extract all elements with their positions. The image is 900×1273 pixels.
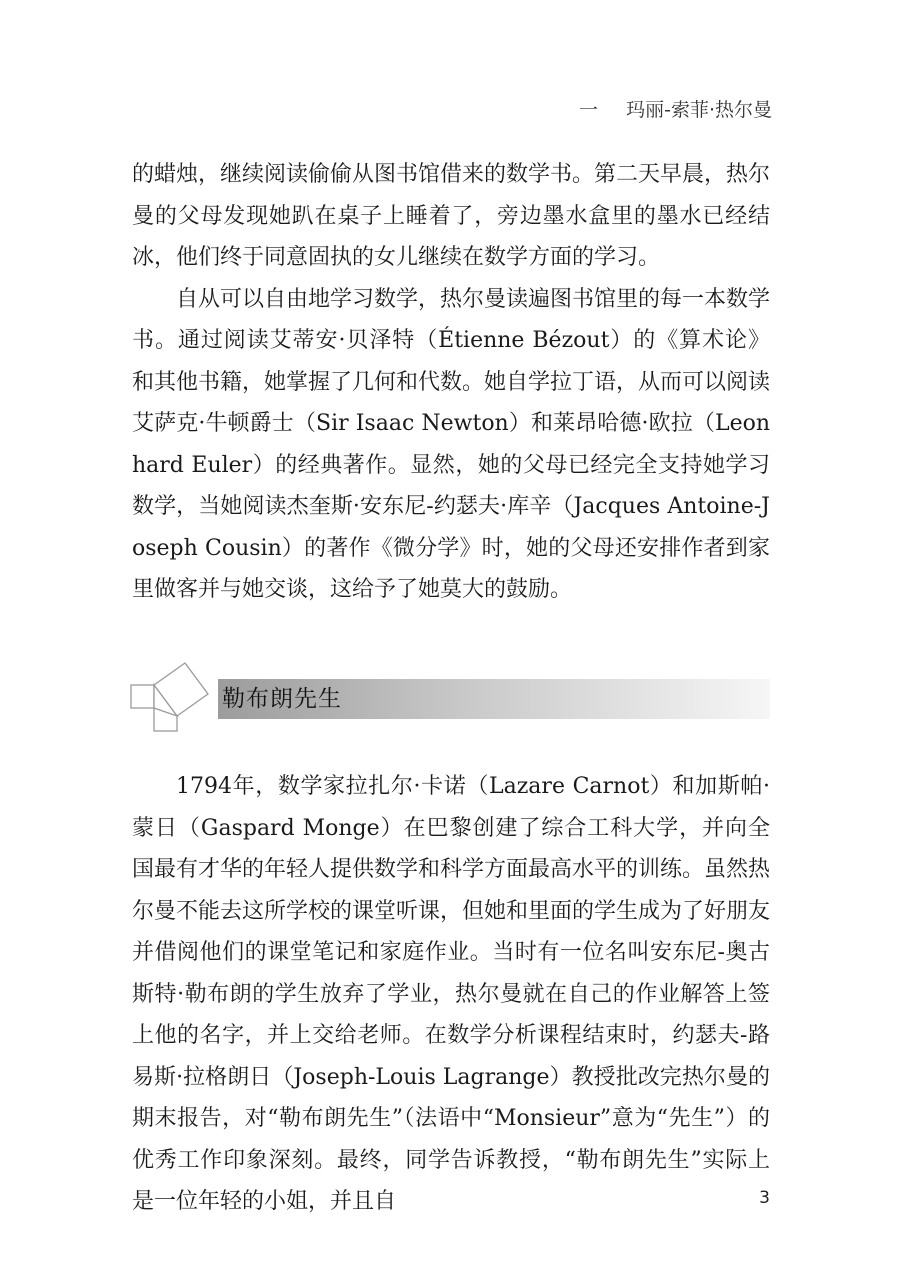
paragraph: 自从可以自由地学习数学，热尔曼读遍图书馆里的每一本数学书。通过阅读艾蒂安·贝泽特（Étienne Bézout）的《算术论》和其他书籍，她掌握了几何和代数。她自学拉丁语，从而可以阅读艾萨克·牛顿爵士（Sir Isaac Newton）和莱昂哈德·欧拉（Leonhard Euler）的经典著作。显然，她的父母已经完全支持她学习数学，当她阅读杰奎斯·安东尼-约瑟夫·库辛（Jacques Antoine-Joseph Cousin）的著作《微分学》时，她的父母还安排作者到家里做客并与她交谈，这给予了她莫大的鼓励。: [132, 286, 771, 602]
section-heading: [128, 660, 770, 740]
running-head-title: 玛丽-索菲·热尔曼: [626, 99, 772, 121]
page-number: 3: [759, 1188, 770, 1208]
running-head: [579, 95, 772, 122]
pythagoras-squares-icon: [128, 660, 248, 740]
body-text-top: [132, 154, 770, 611]
paragraph-continued: 的蜡烛，继续阅读偷偷从图书馆借来的数学书。第二天早晨，热尔曼的父母发现她趴在桌子上睡着了，旁边墨水盒里的墨水已经结冰，他们终于同意固执的女儿继续在数学方面的学习。: [132, 162, 771, 270]
body-text-bottom: [132, 766, 770, 1223]
section-heading-title: 勒布朗先生: [222, 686, 342, 712]
paragraph: 1794年，数学家拉扎尔·卡诺（Lazare Carnot）和加斯帕·蒙日（Gaspard Monge）在巴黎创建了综合工科大学，并向全国最有才华的年轻人提供数学和科学方面最高水平的训练。虽然热尔曼不能去这所学校的课堂听课，但她和里面的学生成为了好朋友并借阅他们的课堂笔记和家庭作业。当时有一位名叫安东尼-奥古斯特·勒布朗的学生放弃了学业，热尔曼就在自己的作业解答上签上他的名字，并上交给老师。在数学分析课程结束时，约瑟夫-路易斯·拉格朗日（Joseph-Louis Lagrange）教授批改完热尔曼的期末报告，对“勒布朗先生”（法语中“Monsieur”意为“先生”）的优秀工作印象深刻。最终，同学告诉教授，“勒布朗先生”实际上是一位年轻的小姐，并且自: [132, 774, 771, 1214]
running-head-dash: 一: [579, 99, 599, 121]
